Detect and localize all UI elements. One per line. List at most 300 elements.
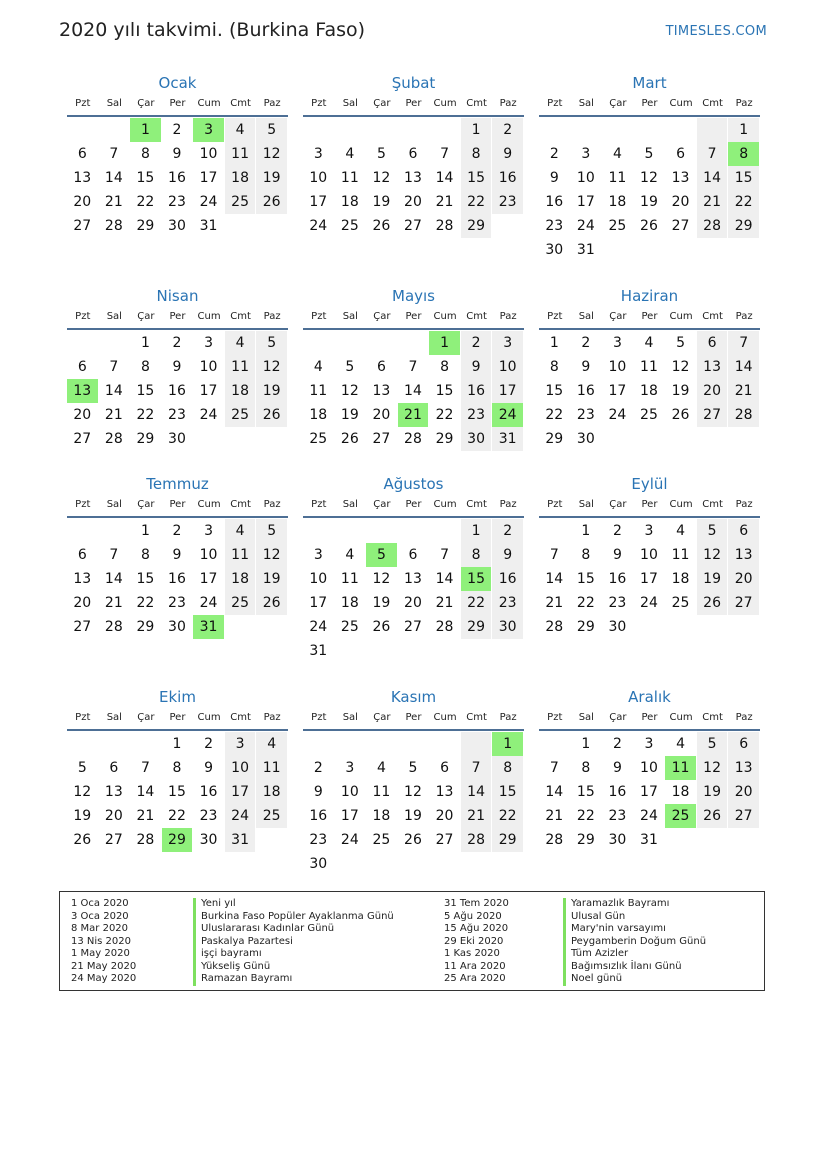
day-cell: 14 [104,170,123,186]
weekday-label: Çar [609,499,627,510]
weekday-label: Per [169,712,186,723]
month-name: Aralık [628,688,671,706]
holiday-day-cell: 21 [398,403,429,427]
month-4 [67,286,288,451]
day-cell: 4 [256,732,287,756]
day-cell: 3 [204,523,213,539]
month-1 [67,73,288,238]
weekday-label: Sal [342,499,358,510]
day-cell: 9 [549,170,559,186]
weekday-label: Sal [342,712,358,723]
weekday-label: Per [641,712,658,723]
day-cell: 21 [136,808,155,824]
day-cell: 30 [168,619,186,635]
day-cell: 7 [461,756,492,780]
day-cell: 8 [492,756,523,780]
day-cell: 10 [309,170,328,186]
holiday-name: işçi bayramı [193,948,394,961]
day-cell: 28 [728,403,759,427]
day-cell: 22 [136,407,155,423]
day-cell: 5 [676,335,685,351]
day-cell: 6 [728,732,759,756]
weekday-label: Per [641,311,658,322]
day-cell: 5 [345,359,355,375]
day-cell: 16 [608,571,627,587]
empty-day-cell [429,852,460,876]
day-cell: 27 [671,218,690,234]
holiday-name: Ulusal Gün [563,911,706,924]
day-cell: 8 [581,760,591,776]
empty-day-cell [665,615,696,639]
day-cell: 29 [545,431,564,447]
holiday-name: Tüm Azizler [563,948,706,961]
day-cell: 5 [697,732,728,756]
day-cell: 24 [608,407,627,423]
day-cell: 28 [545,832,564,848]
day-cell: 20 [404,194,422,210]
day-cell: 6 [408,547,418,563]
weekday-label: Cmt [230,311,251,322]
weekday-header [67,497,288,518]
day-cell: 14 [545,571,564,587]
day-cell: 15 [576,784,595,800]
holiday-name: Uluslararası Kadınlar Günü [193,923,394,936]
month-name: Haziran [620,287,679,305]
day-cell: 28 [461,828,492,852]
day-grid [303,519,524,663]
day-cell: 23 [492,190,523,214]
empty-day-cell [398,118,429,142]
holiday-date: 13 Nis 2020 [71,935,131,947]
empty-day-cell [225,615,256,639]
day-cell: 9 [172,547,182,563]
day-cell: 18 [225,567,256,591]
day-cell: 19 [372,194,391,210]
weekday-label: Çar [373,712,391,723]
day-cell: 6 [728,519,759,543]
weekday-label: Çar [373,311,391,322]
day-cell: 26 [256,591,287,615]
day-cell: 25 [608,218,627,234]
day-cell: 13 [697,355,728,379]
day-cell: 3 [644,736,654,752]
day-cell: 5 [408,760,418,776]
weekday-label: Cum [433,311,457,322]
day-cell: 1 [140,523,150,539]
day-cell: 25 [225,190,256,214]
weekday-label: Pzt [311,499,327,510]
empty-day-cell [225,427,256,451]
day-cell: 5 [376,146,386,162]
empty-day-cell [728,828,759,852]
empty-day-cell [492,639,523,663]
empty-day-cell [539,732,570,756]
day-cell: 12 [256,543,287,567]
day-cell: 26 [340,431,359,447]
weekday-label: Çar [373,499,391,510]
day-cell: 20 [104,808,123,824]
month-name: Mayıs [392,287,435,305]
day-cell: 21 [545,595,564,611]
day-cell: 16 [168,383,186,399]
day-cell: 13 [104,784,123,800]
empty-day-cell [492,852,523,876]
weekday-label: Cmt [466,311,487,322]
empty-day-cell [634,238,665,262]
empty-day-cell [398,639,429,663]
weekday-label: Sal [578,712,594,723]
day-cell: 12 [697,543,728,567]
weekday-label: Per [405,712,422,723]
weekday-header [303,309,524,330]
day-cell: 9 [492,142,523,166]
day-grid [67,118,288,238]
day-cell: 20 [728,780,759,804]
day-cell: 1 [461,118,492,142]
weekday-label: Cmt [702,311,723,322]
weekday-header [303,96,524,117]
day-cell: 16 [168,170,186,186]
day-cell: 18 [340,595,359,611]
weekday-header [539,497,760,518]
day-cell: 21 [545,808,564,824]
day-cell: 17 [640,571,658,587]
weekday-label: Cum [669,712,693,723]
empty-day-cell [697,427,728,451]
month-name: Şubat [391,74,436,92]
day-cell: 25 [309,431,328,447]
day-cell: 7 [408,359,418,375]
weekday-label: Cum [197,712,221,723]
day-cell: 5 [256,331,287,355]
day-cell: 28 [435,619,454,635]
day-cell: 1 [581,523,591,539]
day-cell: 13 [671,170,690,186]
day-cell: 17 [199,383,218,399]
weekday-label: Paz [735,98,753,109]
day-cell: 11 [225,355,256,379]
empty-day-cell [634,118,665,142]
day-cell: 16 [168,571,186,587]
weekday-label: Cmt [702,499,723,510]
weekday-label: Çar [609,98,627,109]
day-cell: 6 [697,331,728,355]
holiday-name: Bağımsızlık İlanı Günü [563,961,706,974]
day-cell: 30 [492,615,523,639]
day-cell: 28 [545,619,564,635]
day-cell: 8 [140,359,150,375]
day-cell: 11 [256,756,287,780]
empty-day-cell [634,427,665,451]
day-cell: 6 [408,146,418,162]
day-cell: 9 [492,543,523,567]
day-cell: 7 [728,331,759,355]
weekday-label: Per [169,98,186,109]
day-cell: 2 [313,760,323,776]
day-cell: 12 [256,142,287,166]
day-cell: 13 [404,571,422,587]
holiday-date: 24 May 2020 [71,973,137,984]
day-cell: 26 [697,591,728,615]
day-cell: 27 [404,218,422,234]
day-cell: 7 [109,146,119,162]
day-cell: 11 [309,383,328,399]
empty-day-cell [665,427,696,451]
weekday-label: Cum [433,499,457,510]
holiday-date: 25 Ara 2020 [444,973,506,984]
day-cell: 31 [640,832,658,848]
empty-day-cell [461,852,492,876]
day-cell: 19 [671,383,690,399]
weekday-label: Cmt [702,98,723,109]
holiday-date: 1 Oca 2020 [71,898,129,909]
day-cell: 6 [77,359,87,375]
day-cell: 19 [340,407,359,423]
day-cell: 11 [608,170,627,186]
day-cell: 22 [136,595,155,611]
day-cell: 12 [404,784,422,800]
day-cell: 7 [549,760,559,776]
day-cell: 14 [435,170,454,186]
day-cell: 7 [440,547,449,563]
holiday-name: Mary'nin varsayımı [563,923,706,936]
weekday-label: Sal [106,712,122,723]
day-cell: 8 [461,543,492,567]
weekday-label: Çar [609,311,627,322]
day-cell: 26 [256,403,287,427]
empty-day-cell [303,331,334,355]
day-cell: 24 [225,804,256,828]
day-cell: 15 [435,383,454,399]
day-cell: 25 [340,218,359,234]
empty-day-cell [335,732,366,756]
weekday-label: Cmt [230,712,251,723]
day-cell: 21 [461,804,492,828]
day-cell: 15 [168,784,186,800]
empty-day-cell [99,118,130,142]
holiday-name: Yaramazlık Bayramı [563,898,706,911]
day-cell: 21 [104,407,123,423]
day-cell: 29 [728,214,759,238]
brand-link[interactable]: TIMESLES.COM [665,24,767,39]
holiday-date: 5 Ağu 2020 [444,910,502,922]
holiday-date: 21 May 2020 [71,960,137,972]
day-cell: 11 [671,547,690,563]
holiday-name: Burkina Faso Popüler Ayaklanma Günü [193,911,394,924]
weekday-label: Sal [342,311,358,322]
weekday-label: Sal [106,98,122,109]
day-cell: 7 [109,547,119,563]
weekday-label: Sal [106,311,122,322]
day-cell: 23 [309,832,328,848]
month-12 [539,687,760,852]
holiday-date: 15 Ağu 2020 [444,923,509,934]
day-cell: 15 [492,780,523,804]
weekday-label: Çar [137,712,155,723]
empty-day-cell [697,118,728,142]
day-cell: 31 [309,643,328,659]
day-cell: 31 [492,427,523,451]
weekday-label: Pzt [547,311,563,322]
day-cell: 12 [340,383,359,399]
day-cell: 27 [73,619,92,635]
day-cell: 29 [136,431,155,447]
day-cell: 25 [225,403,256,427]
day-cell: 31 [199,218,218,234]
day-cell: 25 [372,832,391,848]
day-cell: 12 [671,359,690,375]
day-cell: 5 [256,519,287,543]
day-cell: 1 [581,736,591,752]
day-cell: 29 [461,615,492,639]
day-cell: 16 [492,567,523,591]
day-cell: 20 [435,808,454,824]
day-cell: 18 [640,383,658,399]
holiday-date: 31 Tem 2020 [444,898,509,909]
day-cell: 9 [612,760,622,776]
day-cell: 18 [671,784,690,800]
holiday-day-cell: 8 [728,142,759,166]
holiday-name: Peygamberin Doğum Günü [563,936,706,949]
empty-day-cell [256,214,287,238]
day-cell: 23 [576,407,595,423]
day-cell: 26 [404,832,422,848]
day-cell: 22 [728,190,759,214]
empty-day-cell [728,615,759,639]
holiday-name: Noel günü [563,973,706,986]
day-cell: 10 [199,359,218,375]
day-cell: 29 [492,828,523,852]
weekday-label: Per [641,98,658,109]
empty-day-cell [429,639,460,663]
empty-day-cell [697,238,728,262]
day-cell: 18 [372,808,391,824]
weekday-label: Paz [735,311,753,322]
day-cell: 2 [172,122,182,138]
day-cell: 26 [73,832,92,848]
day-cell: 17 [309,194,328,210]
empty-day-cell [398,852,429,876]
day-cell: 15 [545,383,564,399]
empty-day-cell [335,519,366,543]
day-cell: 30 [545,242,564,258]
day-cell: 21 [697,190,728,214]
day-cell: 13 [404,170,422,186]
day-cell: 19 [256,166,287,190]
day-cell: 27 [728,591,759,615]
day-cell: 6 [109,760,119,776]
day-cell: 30 [461,427,492,451]
day-grid [67,519,288,639]
day-cell: 23 [545,218,564,234]
day-cell: 30 [199,832,218,848]
weekday-label: Per [169,499,186,510]
month-8 [303,474,524,663]
day-cell: 20 [671,194,690,210]
empty-day-cell [539,519,570,543]
day-cell: 11 [225,543,256,567]
day-cell: 11 [340,170,359,186]
empty-day-cell [67,331,98,355]
month-name: Nisan [156,287,199,305]
month-name: Ocak [158,74,197,92]
empty-day-cell [335,118,366,142]
day-cell: 12 [73,784,92,800]
day-cell: 23 [608,808,627,824]
weekday-label: Pzt [75,311,91,322]
day-cell: 4 [345,146,355,162]
day-cell: 22 [461,190,492,214]
day-cell: 29 [435,431,454,447]
empty-day-cell [256,615,287,639]
day-cell: 17 [640,784,658,800]
day-cell: 29 [576,832,595,848]
weekday-label: Paz [735,499,753,510]
holiday-day-cell: 1 [492,732,523,756]
day-cell: 17 [309,595,328,611]
weekday-label: Cum [433,98,457,109]
weekday-header [539,96,760,117]
weekday-label: Paz [499,98,517,109]
day-cell: 24 [199,407,218,423]
month-9 [539,474,760,639]
day-cell: 2 [612,736,622,752]
day-cell: 6 [376,359,386,375]
day-cell: 25 [671,595,690,611]
day-cell: 8 [461,142,492,166]
day-cell: 19 [256,379,287,403]
day-cell: 2 [461,331,492,355]
day-cell: 10 [576,170,595,186]
holiday-date: 3 Oca 2020 [71,910,129,922]
holiday-date: 29 Eki 2020 [444,935,504,947]
day-cell: 16 [545,194,564,210]
day-cell: 14 [545,784,564,800]
empty-day-cell [366,639,397,663]
day-cell: 4 [225,118,256,142]
weekday-label: Paz [499,311,517,322]
day-cell: 4 [225,519,256,543]
holiday-names-right [563,898,706,986]
day-cell: 1 [549,335,559,351]
day-cell: 23 [168,595,186,611]
day-cell: 22 [435,407,454,423]
day-cell: 17 [608,383,627,399]
day-cell: 3 [581,146,591,162]
weekday-label: Per [405,499,422,510]
day-cell: 16 [199,784,218,800]
day-cell: 6 [77,146,87,162]
day-cell: 31 [225,828,256,852]
empty-day-cell [99,732,130,756]
empty-day-cell [303,118,334,142]
empty-day-cell [366,118,397,142]
day-cell: 25 [225,591,256,615]
day-cell: 28 [697,214,728,238]
empty-day-cell [398,519,429,543]
day-cell: 28 [136,832,155,848]
weekday-header [303,497,524,518]
empty-day-cell [130,732,161,756]
day-cell: 15 [576,571,595,587]
day-cell: 17 [340,808,359,824]
day-cell: 24 [340,832,359,848]
day-cell: 3 [345,760,355,776]
day-cell: 11 [340,571,359,587]
day-cell: 8 [140,146,150,162]
day-cell: 15 [136,170,155,186]
empty-day-cell [665,238,696,262]
